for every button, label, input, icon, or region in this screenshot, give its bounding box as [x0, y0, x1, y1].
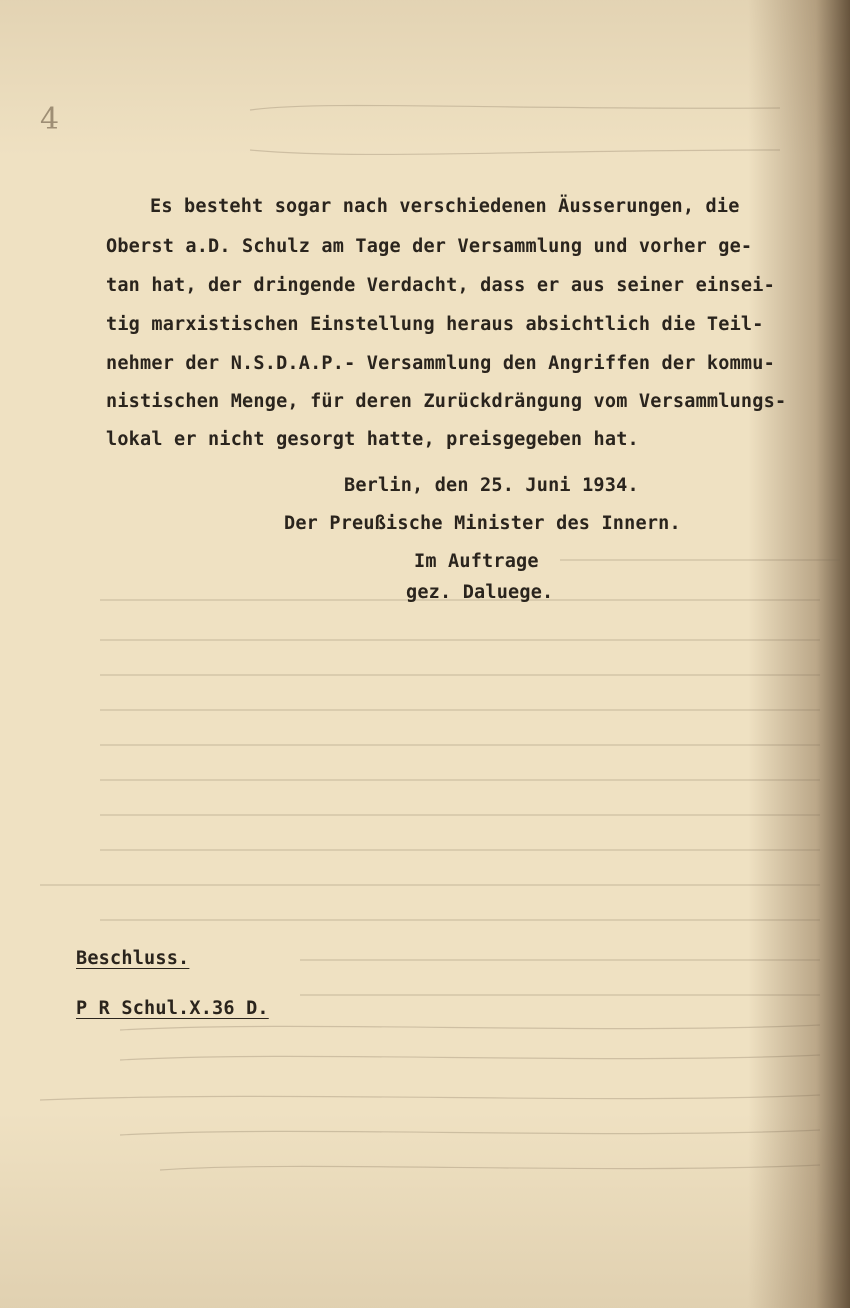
file-reference: P R Schul.X.36 D.: [76, 998, 269, 1019]
body-line-7: lokal er nicht gesorgt hatte, preisgegeben hat.: [106, 429, 639, 450]
body-line-3: tan hat, der dringende Verdacht, dass er aus seiner einsei-: [106, 275, 775, 296]
body-line-6: nistischen Menge, für deren Zurückdrängung vom Versammlungs-: [106, 391, 787, 412]
body-line-4: tig marxistischen Einstellung heraus absichtlich die Teil-: [106, 314, 764, 335]
page-number: 4: [40, 102, 60, 137]
on-behalf-line: Im Auftrage: [414, 551, 539, 572]
place-date: Berlin, den 25. Juni 1934.: [344, 475, 639, 496]
signature-line: gez. Daluege.: [406, 582, 554, 603]
resolution-label: Beschluss.: [76, 948, 190, 969]
body-line-2: Oberst a.D. Schulz am Tage der Versammlung und vorher ge-: [106, 236, 753, 257]
body-line-1: Es besteht sogar nach verschiedenen Äusserungen, die: [150, 196, 740, 217]
body-line-5: nehmer der N.S.D.A.P.- Versammlung den Angriffen der kommu-: [106, 353, 775, 374]
issuing-authority: Der Preußische Minister des Innern.: [284, 513, 681, 534]
